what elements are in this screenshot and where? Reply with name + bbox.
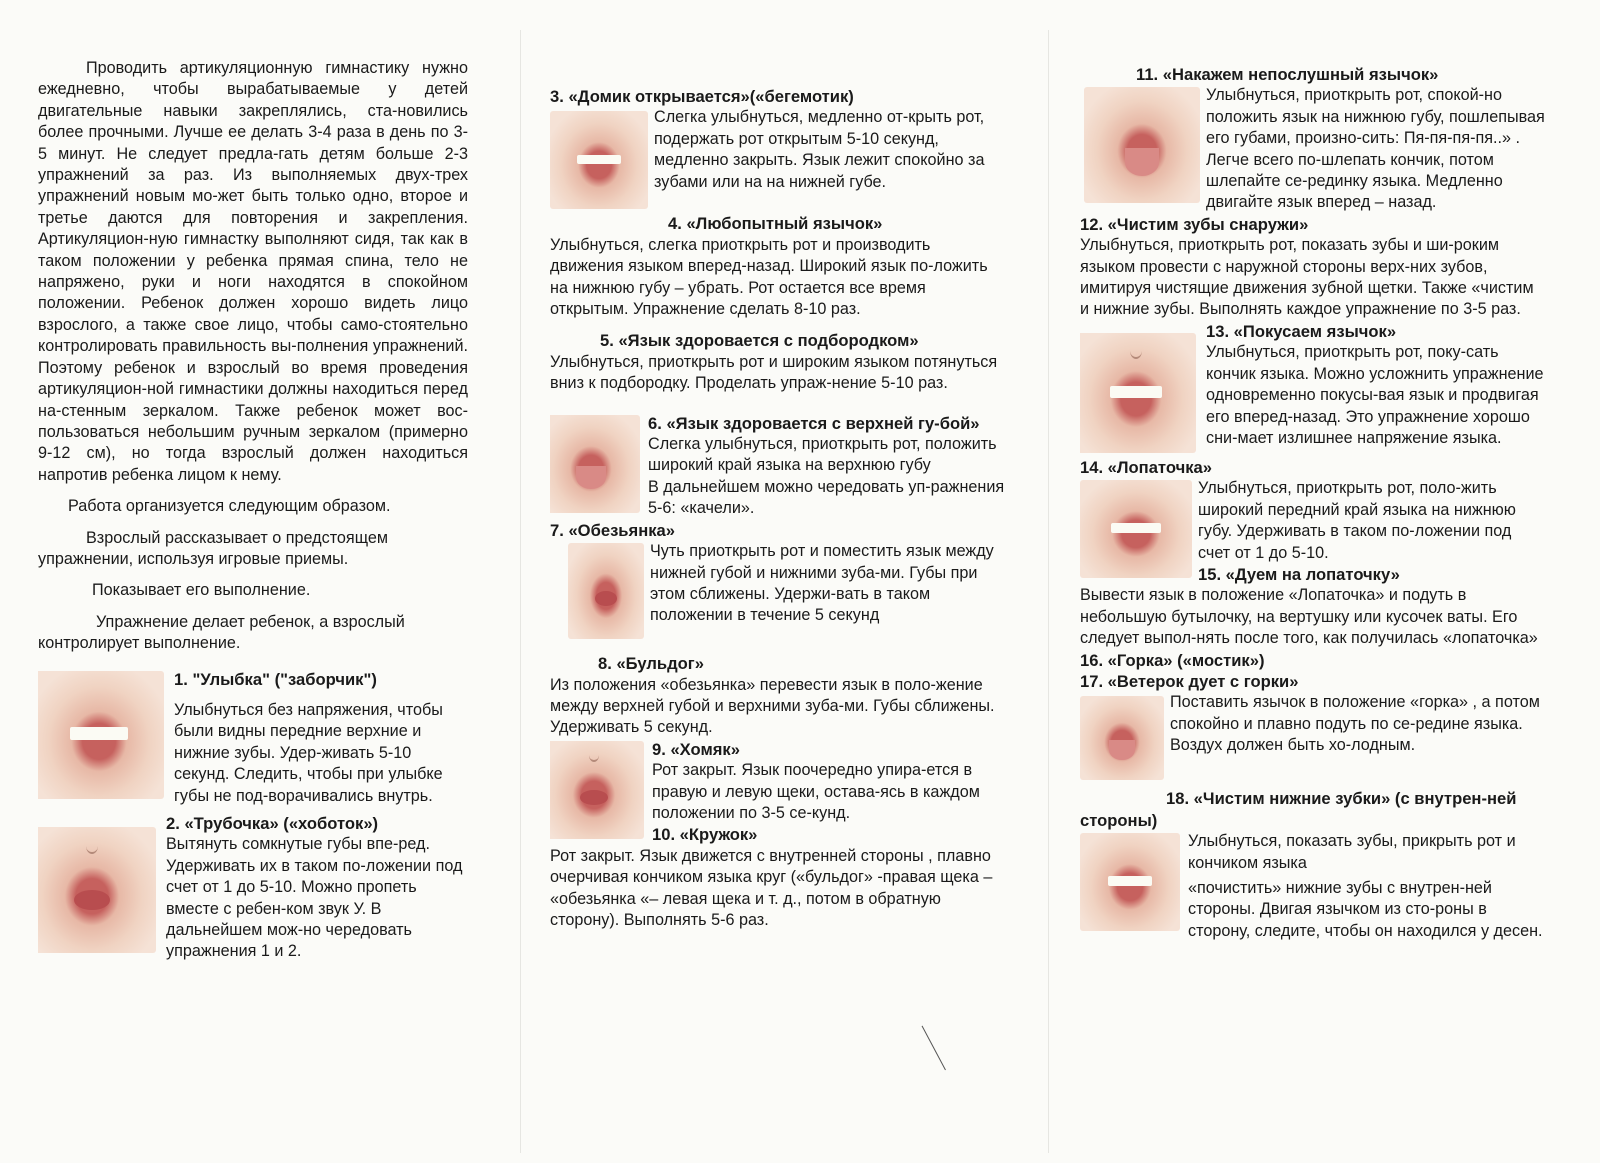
exercise-text: Вытянуть сомкнутые губы впе-ред. Удерживать их в таком по-ложении под счет от 1 до 5-10. Можно пропеть вместе с ребен-ком звук У. В дальнейшем мож-но чередовать упражнения 1 и 2. — [166, 835, 463, 961]
exercise-2 — [38, 813, 468, 963]
intro-paragraph: Работа организуется следующим образом. — [68, 497, 391, 516]
exercise-title: 14. «Лопаточка» — [1080, 457, 1212, 477]
exercise-title: 8. «Бульдог» — [598, 654, 704, 674]
exercise-text: Улыбнуться, приоткрыть рот, поку-сать кончик языка. Можно усложнить упражнение одновременно покусы-вая язык и продвигая его вперед-назад. Это упражнение хорошо сни-мает излишнее напряжение языка. — [1206, 343, 1544, 447]
exercise-text: Слегка улыбнуться, приоткрыть рот, положить широкий край языка на верхнюю губу — [648, 435, 997, 475]
exercise-title: 4. «Любопытный язычок» — [668, 214, 883, 234]
exercise-text: Улыбнуться, приоткрыть рот, спокой-но положить язык на нижнюю губу, пошлепывая его губами, произно-сить: Пя-пя-пя-пя..» . Легче всего по-шлепать кончик, потом шлепайте се-рединку языка. Медленно двигайте язык вперед – назад. — [1206, 86, 1545, 212]
exercise-text: Слегка улыбнуться, медленно от-крыть рот, подержать рот открытым 5-10 секунд, медленно закрыть. Язык лежит спокойно за зубами или на на нижней губе. — [654, 108, 985, 191]
exercise-title: 7. «Обезьянка» — [550, 520, 675, 540]
exercise-5 — [550, 330, 1008, 394]
exercise-7 — [550, 520, 1008, 643]
bite-tongue-photo — [1080, 333, 1196, 453]
column-middle — [550, 86, 1008, 931]
exercise-title: 5. «Язык здоровается с подбородком» — [600, 331, 919, 351]
fold-line — [1048, 30, 1049, 1153]
column-right — [1080, 64, 1545, 942]
exercise-16 — [1080, 650, 1545, 671]
fold-line — [520, 30, 521, 1153]
column-left — [38, 58, 468, 963]
brush-teeth-photo — [1080, 833, 1180, 931]
exercise-text: Из положения «обезьянка» перевести язык в поло-жение между верхней губой и верхними зуба-ми. Губы сближены. Удерживать 5 секунд. — [550, 675, 995, 737]
exercise-title: 17. «Ветерок дует с горки» — [1080, 671, 1299, 691]
exercise-17 — [1080, 671, 1545, 784]
exercise-title: 13. «Покусаем язычок» — [1206, 321, 1397, 341]
exercise-text: Поставить язычок в положение «горка» , а потом спокойно и плавно подуть по се-редине языка. Воздух должен быть хо-лодным. — [1170, 693, 1540, 755]
exercise-11 — [1080, 64, 1545, 214]
exercise-text: Улыбнуться без напряжения, чтобы были видны передние верхние и нижние зубы. Удер-живать 5-10 секунд. Следить, чтобы при улыбке губы не под-ворачивались внутрь. — [174, 700, 443, 805]
exercise-15 — [1080, 585, 1545, 649]
exercise-13 — [1080, 321, 1545, 457]
exercise-title: 16. «Горка» («мостик») — [1080, 650, 1265, 670]
exercise-text: Улыбнуться, приоткрыть рот, показать зубы и ши-роким языком провести с наружной стороны верх-них зубов, имитируя чистящие движения зубной щетки. Также «чистим и нижние зубы. Выполнять каждое упражнение по 3-5 раз. — [1080, 236, 1534, 319]
intro-paragraph: Проводить артикуляционную гимнастику нужно ежедневно, чтобы вырабатываемые у детей двигательные навыки закреплялись, ста-новились более прочными. Лучше ее делать 3-4 раза в день по 3-5 минут. Не следует предла-гать детям больше 2-3 упражнений за раз. Из выполняемых двух-трех упражнений новым мо-жет быть только одно, второе и третье даются для повторения и закрепления. Артикуляцион-ную гимнастку выполняют сидя, так как в таком положении у ребенка прямая спина, тело не напряжено, руки и ноги находятся в спокойном положении. Ребенок должен хорошо видеть лицо взрослого, а также свое лицо, чтобы само-стоятельно контролировать правильность вы-полнения упражнений. Поэтому ребенок и взрослый во время проведения артикуляцион-ной гимнастики должны находиться перед на-стенным зеркалом. Также ребенок может вос-пользоваться небольшим ручным зеркалом (примерно 9-12 см), но тогда взрослый должен находиться напротив ребенка лицом к нему. — [38, 59, 468, 484]
exercise-title: 9. «Хомяк» — [652, 739, 740, 759]
exercise-title: 11. «Накажем непослушный язычок» — [1136, 65, 1439, 84]
exercise-title: 2. «Трубочка» («хоботок») — [166, 814, 379, 833]
tongue-up-photo — [550, 415, 640, 513]
exercise-text: В дальнейшем можно чередовать уп-ражнения 5-6: «качели». — [648, 477, 1005, 518]
exercise-title: 12. «Чистим зубы снаружи» — [1080, 214, 1309, 234]
hamster-photo — [550, 741, 644, 839]
exercise-title: 6. «Язык здоровается с верхней гу-бой» — [648, 413, 980, 433]
exercise-18 — [1080, 788, 1545, 942]
tube-lips-photo — [38, 827, 156, 953]
exercise-title: 10. «Кружок» — [652, 825, 758, 845]
exercise-12 — [1080, 214, 1545, 321]
exercise-text: Улыбнуться, показать зубы, прикрыть рот и кончиком языка — [1188, 832, 1516, 872]
tongue-lip-photo — [1084, 87, 1200, 203]
exercise-title: 3. «Домик открывается»(«бегемотик) — [550, 87, 854, 106]
exercise-title: 1. "Улыбка" ("заборчик") — [174, 669, 377, 689]
exercise-10 — [550, 846, 1008, 932]
hill-tongue-photo — [1080, 696, 1164, 780]
exercise-14 — [1080, 457, 1545, 585]
exercise-1 — [38, 669, 468, 807]
intro-paragraph: Упражнение делает ребенок, а взрослый контролирует выполнение. — [38, 612, 405, 653]
open-mouth-photo — [550, 111, 648, 209]
exercise-text: «почистить» нижние зубы с внутрен-ней стороны. Двигая язычком из сто-роны в сторону, следите, чтобы он находился у десен. — [1188, 878, 1543, 940]
exercise-title: 15. «Дуем на лопаточку» — [1198, 564, 1400, 584]
spatula-photo — [1080, 480, 1192, 578]
exercise-text: Чуть приоткрыть рот и поместить язык между нижней губой и нижними зуба-ми. Губы при этом сближены. Удержи-вать в таком положении в течение 5 секунд — [650, 542, 994, 625]
exercise-9 — [550, 739, 1008, 846]
exercise-text: Рот закрыт. Язык поочередно упира-ется в правую и левую щеки, остава-ясь в каждом положении по 3-5 се-кунд. — [652, 761, 980, 822]
exercise-6 — [550, 413, 1008, 520]
exercise-text: Улыбнуться, приоткрыть рот, поло-жить широкий передний край языка на нижнюю губу. Удерживать в таком по-ложении под счет от 1 до 5-10. — [1198, 479, 1516, 562]
smile-photo — [38, 671, 164, 799]
pen-mark — [895, 1026, 946, 1085]
exercise-text: Рот закрыт. Язык движется с внутренней стороны , плавно очерчивая кончиком языка круг («бульдог» -правая щека – «обезьянка «– левая щека и т. д., потом в обратную сторону). Выполнять 5-6 раз. — [550, 846, 993, 929]
exercise-text: Вывести язык в положение «Лопаточка» и подуть в небольшую бутылочку, на вертушку или кусочек ваты. Его следует выпол-нять после того, как получилась «лопаточка» — [1080, 586, 1538, 648]
exercise-4 — [550, 213, 1008, 320]
exercise-text: Улыбнуться, приоткрыть рот и широким языком потянуться вниз к подбородку. Проделать упраж-нение 5-10 раз. — [550, 352, 998, 393]
monkey-photo — [568, 543, 644, 639]
exercise-8 — [550, 653, 1008, 739]
exercise-text: Улыбнуться, слегка приоткрыть рот и производить движения языком вперед-назад. Широкий язык по-ложить на нижнюю губу – убрать. Рот остается все время открытым. Упражнение сделать 8-10 раз. — [550, 235, 988, 319]
exercise-title: 18. «Чистим нижние зубки» (с внутрен-ней стороны) — [1080, 789, 1517, 830]
intro-paragraph: Взрослый рассказывает о предстоящем упражнении, используя игровые приемы. — [38, 528, 388, 568]
exercise-3 — [550, 86, 1008, 213]
intro-paragraph: Показывает его выполнение. — [92, 581, 311, 600]
